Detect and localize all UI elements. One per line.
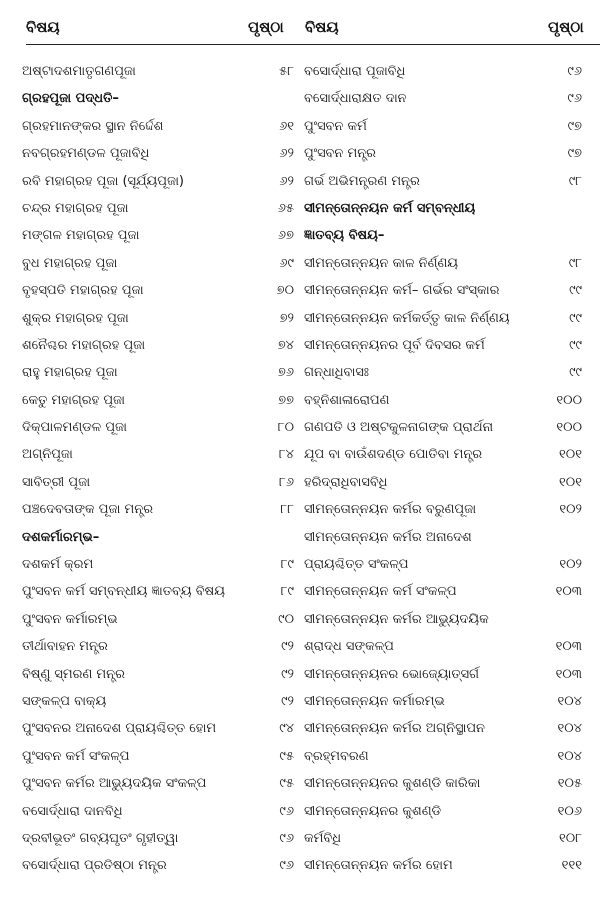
toc-entry-title: ଦଶକର୍ମ କ୍ରମ: [22, 557, 94, 573]
toc-entry: [282, 661, 582, 688]
toc-entry: [282, 387, 582, 414]
toc-section-heading: [22, 85, 294, 112]
toc-entry: [282, 606, 582, 633]
toc-entry-page: ୭୦: [276, 283, 294, 299]
toc-entry-page: ୧୦୨: [559, 502, 582, 518]
toc-entry: [282, 277, 582, 304]
toc-entry-title: ବସୋର୍ଦ୍ଧାରା ପୂଜାବିଧି: [304, 64, 406, 79]
toc-entry-page: ୮୯: [280, 557, 294, 573]
toc-entry-title: ସୀମନ୍ତୋନ୍ନୟନ କର୍ମ ସଂକଳ୍ପ: [304, 584, 457, 600]
toc-entry-page: ୯୯: [569, 310, 582, 326]
toc-entry-page: ୭୬: [277, 365, 294, 381]
toc-entry-page: ୧୦୩: [555, 584, 582, 600]
toc-entry: [282, 85, 582, 112]
toc-entry-title: ସାବିତ୍ରୀ ପୂଜା: [22, 474, 91, 490]
toc-entry: [282, 250, 582, 277]
toc-entry-page: ୭୭: [278, 392, 294, 408]
toc-entry: [22, 661, 294, 688]
toc-entry-title: ଗ୍ରହମାନଙ୍କର ସ୍ଥାନ ନିର୍ଦ୍ଦେଶ: [22, 118, 164, 134]
toc-entry-page: ୬୫: [277, 200, 294, 216]
left-page-heading: ପୃଷ୍ଠା: [248, 18, 284, 36]
toc-entry: [22, 825, 294, 852]
toc-entry: [22, 770, 294, 797]
toc-entry: [22, 633, 294, 660]
toc-entry-page: ୬୧: [279, 118, 294, 134]
toc-entry: [22, 743, 294, 770]
toc-entry-page: ୫୮: [279, 64, 294, 79]
toc-entry: [282, 852, 582, 879]
toc-entry: [282, 140, 582, 167]
toc-entry-page: ୧୦୬: [557, 803, 582, 819]
toc-entry: [22, 551, 294, 578]
toc-entry: [282, 688, 582, 715]
toc-entry-page: ୧୦୦: [556, 420, 582, 436]
toc-entry-page: ୯୬: [279, 830, 294, 846]
toc-entry-page: ୯୬: [279, 858, 294, 874]
toc-entry-title: କେତୁ ମହାଗ୍ରହ ପୂଜା: [22, 392, 126, 408]
toc-entry: [22, 469, 294, 496]
toc-entry: [282, 551, 582, 578]
toc-entry: [22, 140, 294, 167]
toc-entry-title: ପୁଂସବନର ଅନାଦେଶ ପ୍ରାୟଶ୍ଚିତ୍ତ ହୋମ: [22, 721, 217, 737]
toc-entry: [282, 715, 582, 742]
right-subject-heading: ବିଷୟ: [305, 18, 339, 36]
toc-entry: [22, 305, 294, 332]
toc-entry-title: କର୍ମବିଧି: [304, 830, 341, 846]
toc-entry: [282, 359, 582, 386]
toc-entry-page: ୯୨: [281, 693, 294, 709]
toc-entry: [282, 168, 582, 195]
toc-entry-title: ଗଣପତି ଓ ଅଷ୍ଟକୁଳନାଗଙ୍କ ପ୍ରାର୍ଥନା: [304, 420, 494, 436]
toc-entry-title: ପୁଂସବନ କର୍ମ ସଂକଳ୍ପ: [22, 748, 130, 764]
toc-entry-page: ୯୨: [281, 666, 294, 682]
toc-entry-title: ସୀମନ୍ତୋନ୍ନୟନର ଭୋଜ୍ୟୋତ୍ସର୍ଗ: [304, 666, 480, 682]
toc-entry: [282, 113, 582, 140]
toc-entry-title: ସୀମନ୍ତୋନ୍ନୟନ କର୍ମର ଅନାଦେଶ: [304, 529, 472, 545]
toc-entry: [282, 469, 582, 496]
toc-entry-page: ୧୦୮: [559, 830, 582, 846]
toc-entry-title: ବସୋର୍ଦ୍ଧାରା ପ୍ରତିଷ୍ଠା ମନ୍ତ୍ର: [22, 858, 167, 874]
left-subject-heading: ବିଷୟ: [26, 18, 60, 36]
toc-entry-page: ୬୨: [279, 173, 294, 189]
toc-entry-title: ସୀମନ୍ତୋନ୍ନୟନ କର୍ମ– ଗର୍ଭର ସଂସ୍କାର: [304, 283, 500, 299]
toc-entry: [282, 578, 582, 605]
toc-entry-title: ବହ୍ନିଶାଳାରୋପଣ: [304, 392, 390, 408]
toc-entry: [282, 496, 582, 523]
toc-entry-title: ପୁଂସବନ କର୍ମ: [304, 118, 367, 134]
toc-entry-title: ସୀମନ୍ତୋନ୍ନୟନ କର୍ମର ହୋମ: [304, 858, 453, 874]
right-column: [279, 58, 582, 880]
toc-entry: [22, 222, 294, 249]
toc-entry: [282, 414, 582, 441]
toc-entry-title: ଗର୍ଭ ଅଭିମନ୍ତ୍ରଣ ମନ୍ତ୍ର: [304, 173, 420, 189]
toc-entry-title: ଯୂପ ବା ବାଉଁଶଦଣ୍ଡ ପୋତିବା ମନ୍ତ୍ର: [304, 447, 483, 463]
toc-entry-title: ପଞ୍ଚଦେବତାଙ୍କ ପୂଜା ମନ୍ତ୍ର: [22, 502, 154, 518]
toc-entry-title: ପୁଂସବନ କର୍ମାରମ୍ଭ: [22, 611, 118, 627]
toc-entry-page: ୧୦୫: [557, 776, 582, 792]
toc-entry-title: ସୀମନ୍ତୋନ୍ନୟନର ପୂର୍ବ ଦିବସର କର୍ମ: [304, 337, 485, 353]
toc-entry-page: ୭୪: [277, 337, 294, 353]
toc-entry: [279, 305, 582, 332]
toc-entry-page: ୬୭: [277, 228, 294, 244]
toc-entry-title: ବସୋର୍ଦ୍ଧାରାକ୍ଷତ ଦାନ: [304, 91, 407, 107]
toc-entry: [282, 58, 582, 85]
toc-entry: [282, 743, 582, 770]
toc-entry-page: ୧୦୩: [555, 666, 582, 682]
toc-entry-title: ପ୍ରାୟଶ୍ଚିତ୍ତ ସଂକଳ୍ପ: [304, 557, 409, 573]
toc-entry-page: ୧୦୩: [555, 639, 582, 655]
toc-entry-title: ମଙ୍ଗଳ ମହାଗ୍ରହ ପୂଜା: [22, 228, 140, 244]
toc-entry-title: ଦିକ୍ପାଳମଣ୍ଡଳ ପୂଜା: [22, 420, 127, 436]
toc-entry-page: ୭୨: [279, 310, 294, 326]
toc-entry-page: ୧୦୪: [557, 748, 582, 764]
toc-entry-title: ସୀମନ୍ତୋନ୍ନୟନ କାଳ ନିର୍ଣ୍ଣୟ: [304, 255, 458, 271]
toc-entry-page: ୯୭: [567, 146, 582, 162]
toc-entry-title: ନବଗ୍ରହମଣ୍ଡଳ ପୂଜାବିଧି: [22, 146, 150, 162]
toc-entry-title: ବୁଧ ମହାଗ୍ରହ ପୂଜା: [22, 255, 118, 271]
toc-entry-page: ୮୮: [280, 502, 294, 518]
toc-entry-title: ବୃହସ୍ପତି ମହାଗ୍ରହ ପୂଜା: [22, 283, 144, 299]
toc-entry-title: ବିଷ୍ଣୁ ସ୍ମରଣ ମନ୍ତ୍ର: [22, 666, 125, 682]
toc-entry: [22, 606, 294, 633]
toc-entry: [22, 852, 294, 879]
toc-entry: [22, 688, 294, 715]
toc-entry-page: ୯୭: [567, 118, 582, 134]
toc-entry-page: ୯୯: [569, 365, 582, 381]
toc-entry-title: ଶ୍ରାଦ୍ଧ ସଙ୍କଳ୍ପ: [304, 639, 394, 655]
toc-entry-page: ୯୮: [568, 255, 582, 271]
toc-entry: [22, 332, 294, 359]
toc-entry: [22, 168, 294, 195]
toc-entry-page: ୮୯: [280, 584, 294, 600]
toc-entry: [22, 277, 294, 304]
toc-entry-title: ସୀମନ୍ତୋନ୍ନୟନ କର୍ମକର୍ତ୍ତୃ କାଳ ନିର୍ଣ୍ଣୟ: [304, 310, 510, 326]
toc-entry-title: ଦ୍ରବୀଭୂତଂ ଗବ୍ୟଘୃତଂ ଗୃହୀତ୍ୱା: [22, 830, 179, 846]
toc-entry-title: ଗନ୍ଧାଧିବାସଃ: [304, 365, 369, 381]
toc-entry-page: ୬୯: [279, 255, 294, 271]
toc-entry: [282, 798, 582, 825]
toc-entry: [282, 633, 582, 660]
toc-entry: [22, 387, 294, 414]
toc-header: [0, 18, 600, 42]
toc-entry-title: ବ୍ରହ୍ମବରଣ: [304, 748, 369, 764]
toc-entry-page: ୯୫: [279, 776, 294, 792]
toc-section-heading: [282, 222, 582, 249]
toc-entry: [22, 414, 294, 441]
toc-entry-title: ଅଷ୍ଟାଦଶମାତୃଗଣପୂଜା: [22, 64, 136, 79]
toc-entry-title: ରବି ମହାଗ୍ରହ ପୂଜା (ସୂର୍ଯ୍ୟପୂଜା): [22, 173, 184, 189]
toc-entry-page: ୯୦: [278, 611, 294, 627]
toc-entry: [282, 332, 582, 359]
toc-entry: [22, 715, 294, 742]
toc-entry: [22, 798, 294, 825]
toc-entry-page: ୮୬: [279, 474, 294, 490]
left-column: [22, 58, 294, 880]
toc-entry-title: ଶୁକ୍ର ମହାଗ୍ରହ ପୂଜା: [22, 310, 129, 326]
toc-entry-page: ୧୦୧: [559, 474, 582, 490]
toc-entry: [22, 441, 294, 468]
toc-entry: [22, 578, 294, 605]
toc-entry-title: ସୀମନ୍ତୋନ୍ନୟନର କୁଶଣ୍ଡି କାରିକା: [304, 776, 481, 792]
toc-entry-title: ଜ୍ଞାତବ୍ୟ ବିଷୟ–: [304, 228, 385, 244]
toc-entry: [22, 496, 294, 523]
toc-entry-page: ୯୫: [279, 748, 294, 764]
toc-entry-title: ସୀମନ୍ତୋନ୍ନୟନର କୁଶଣ୍ଡି: [304, 803, 442, 819]
toc-entry-page: ୧୦୦: [556, 392, 582, 408]
toc-entry-page: ୯୯: [569, 283, 582, 299]
toc-entry-title: ଚନ୍ଦ୍ର ମହାଗ୍ରହ ପୂଜା: [22, 200, 129, 216]
toc-section-heading: [282, 195, 582, 222]
toc-entry-title: ସୀମନ୍ତୋନ୍ନୟନ କର୍ମର ଆଭ୍ୟୁଦୟିକ: [304, 611, 489, 627]
toc-entry-title: ସଙ୍କଳ୍ପ ବାକ୍ୟ: [22, 693, 107, 709]
toc-entry-page: ୧୦୧: [559, 447, 582, 463]
toc-entry-page: ୮୦: [277, 420, 294, 436]
toc-entry-page: ୯୨: [281, 639, 294, 655]
toc-entry-page: ୮୪: [278, 447, 294, 463]
right-page-heading: ପୃଷ୍ଠା: [548, 18, 584, 36]
toc-entry-page: ୯୮: [568, 173, 582, 189]
toc-entry-title: ଅଗ୍ନିପୂଜା: [22, 447, 73, 463]
toc-entry-title: ଶନୈଶ୍ଚର ମହାଗ୍ରହ ପୂଜା: [22, 337, 146, 353]
toc-entry-title: ପୁଂସବନ ମନ୍ତ୍ର: [304, 146, 377, 162]
toc-entry-title: ସୀମନ୍ତୋନ୍ନୟନ କର୍ମାରମ୍ଭ: [304, 693, 445, 709]
header-divider: [26, 44, 600, 45]
toc-entry-title: ରାହୁ ମହାଗ୍ରହ ପୂଜା: [22, 365, 118, 381]
toc-entry: [282, 770, 582, 797]
toc-entry: [22, 359, 294, 386]
toc-entry-page: ୯୬: [567, 91, 582, 107]
toc-entry-page: ୧୦୨: [559, 557, 582, 573]
toc-entry-title: ସୀମନ୍ତୋନ୍ନୟନ କର୍ମ ସମ୍ବନ୍ଧୀୟ: [304, 200, 476, 216]
toc-entry-page: ୧୧୧: [561, 858, 582, 874]
toc-entry-page: ୯୪: [279, 721, 294, 737]
toc-entry-title: ତୀର୍ଥାବାହନ ମନ୍ତ୍ର: [22, 639, 108, 655]
toc-entry-title: ହରିଦ୍ରାଧିବାସବିଧି: [304, 474, 388, 490]
toc-entry-title: ପୁଂସବନ କର୍ମର ଆଭ୍ୟୁଦୟିକ ସଂକଳ୍ପ: [22, 776, 207, 792]
toc-entry-page: ୧୦୪: [557, 721, 582, 737]
toc-entry-title: ଦଶକର୍ମାରମ୍ଭ–: [22, 529, 100, 545]
toc-section-heading: [22, 524, 294, 551]
toc-entry-page: ୯୬: [279, 803, 294, 819]
toc-entry-title: ବସୋର୍ଦ୍ଧାରା ଦାନବିଧି: [22, 803, 123, 819]
toc-entry: [282, 441, 582, 468]
toc-entry: [22, 195, 294, 222]
toc-entry: [22, 58, 294, 85]
toc-entry-page: ୧୦୪: [557, 693, 582, 709]
toc-entry: [22, 250, 294, 277]
toc-entry-page: ୯୬: [567, 64, 582, 79]
toc-entry-page: ୯୯: [569, 337, 582, 353]
toc-entry: [282, 825, 582, 852]
toc-entry-page: ୬୨: [279, 146, 294, 162]
toc-entry-title: ପୁଂସବନ କର୍ମ ସମ୍ବନ୍ଧୀୟ ଜ୍ଞାତବ୍ୟ ବିଷୟ: [22, 584, 225, 600]
toc-entry: [282, 524, 582, 551]
toc-entry-title: ସୀମନ୍ତୋନ୍ନୟନ କର୍ମର ବରୁଣପୂଜା: [304, 502, 477, 518]
toc-entry-title: ସୀମନ୍ତୋନ୍ନୟନ କର୍ମର ଅଗ୍ନିସ୍ଥାପନ: [304, 721, 486, 737]
toc-entry-title: ଗ୍ରହପୂଜା ପଦ୍ଧତି–: [22, 91, 119, 107]
toc-entry: [22, 113, 294, 140]
